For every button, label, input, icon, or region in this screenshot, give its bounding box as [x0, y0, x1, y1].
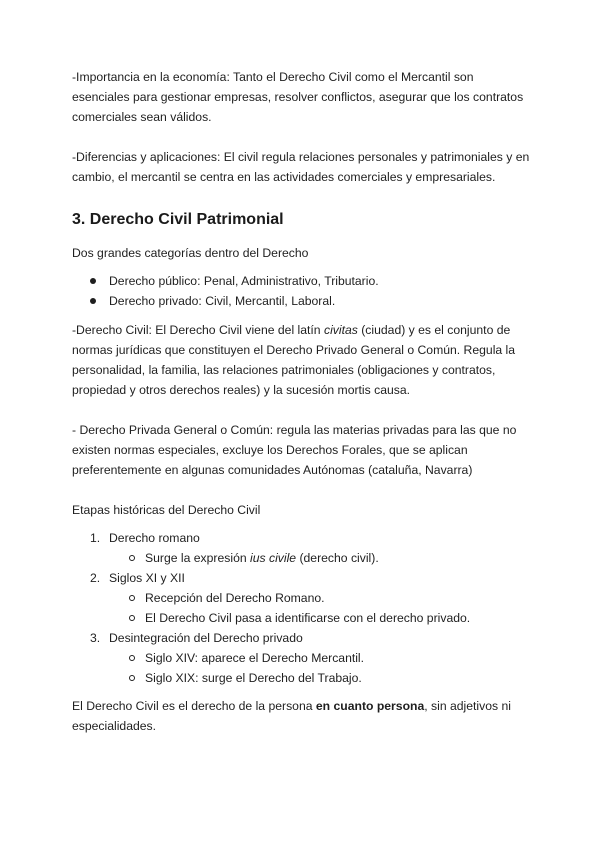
categories-list: [72, 271, 534, 311]
latin-term: civitas: [323, 323, 358, 337]
list-item: Derecho público: Penal, Administrativo, Tributario.: [72, 271, 534, 291]
list-number: 2.: [90, 571, 101, 585]
latin-term: ius civile: [250, 551, 297, 565]
list-number: 3.: [90, 631, 101, 645]
section-heading: 3. Derecho Civil Patrimonial: [72, 211, 284, 228]
sub-list-item: Recepción del Derecho Romano.: [72, 588, 534, 608]
sub-list-item: Siglo XIV: aparece el Derecho Mercantil.: [72, 648, 534, 668]
categories-intro: Dos grandes categorías dentro del Derecho: [72, 246, 309, 260]
etapas-title: Etapas históricas del Derecho Civil: [72, 503, 261, 517]
paragraph-derecho-civil: -Derecho Civil: El Derecho Civil viene del latín civitas (ciudad) y es el conjunto de normas jurídicas que constituyen el Derecho Privado General o Común. Regula la personalidad, la familia, las relaciones patrimoniales (obligaciones y contratos, propiedad y otros derechos reales) y la sucesión mortis causa.: [72, 323, 516, 397]
hollow-bullet-icon: [129, 555, 135, 561]
paragraph-diferencias: -Diferencias y aplicaciones: El civil regula relaciones personales y patrimoniales y en cambio, el mercantil se centra en las actividades comerciales y empresariales.: [72, 150, 530, 184]
bullet-icon: [90, 298, 96, 304]
list-item: [72, 528, 534, 568]
sub-list-item: El Derecho Civil pasa a identificarse con el derecho privado.: [72, 608, 534, 628]
sub-list-item: Surge la expresión ius civile (derecho civil).: [72, 548, 534, 568]
paragraph-closing: El Derecho Civil es el derecho de la persona en cuanto persona, sin adjetivos ni especialidades.: [72, 699, 511, 733]
stage-label: Derecho romano: [109, 531, 200, 545]
etapas-list: [72, 528, 534, 688]
emphasis-text: en cuanto persona: [315, 699, 425, 713]
stage-label: Siglos XI y XII: [109, 571, 185, 585]
document-page: [72, 67, 534, 736]
hollow-bullet-icon: [129, 655, 135, 661]
paragraph-derecho-privado: - Derecho Privada General o Común: regula las materias privadas para las que no existen normas especiales, excluye los Derechos Forales, que se aplican preferentemente en algunas comunidades Autónomas (cataluña, Navarra): [72, 423, 517, 477]
sub-list-item: Siglo XIX: surge el Derecho del Trabajo.: [72, 668, 534, 688]
hollow-bullet-icon: [129, 595, 135, 601]
stage-label: Desintegración del Derecho privado: [109, 631, 303, 645]
hollow-bullet-icon: [129, 675, 135, 681]
paragraph-importancia: -Importancia en la economía: Tanto el Derecho Civil como el Mercantil son esenciales para gestionar empresas, resolver conflictos, asegurar que los contratos comerciales sean válidos.: [72, 70, 524, 124]
list-item: [72, 568, 534, 628]
list-item: Derecho privado: Civil, Mercantil, Laboral.: [72, 291, 534, 311]
hollow-bullet-icon: [129, 615, 135, 621]
list-item: [72, 628, 534, 688]
bullet-icon: [90, 278, 96, 284]
list-number: 1.: [90, 531, 101, 545]
